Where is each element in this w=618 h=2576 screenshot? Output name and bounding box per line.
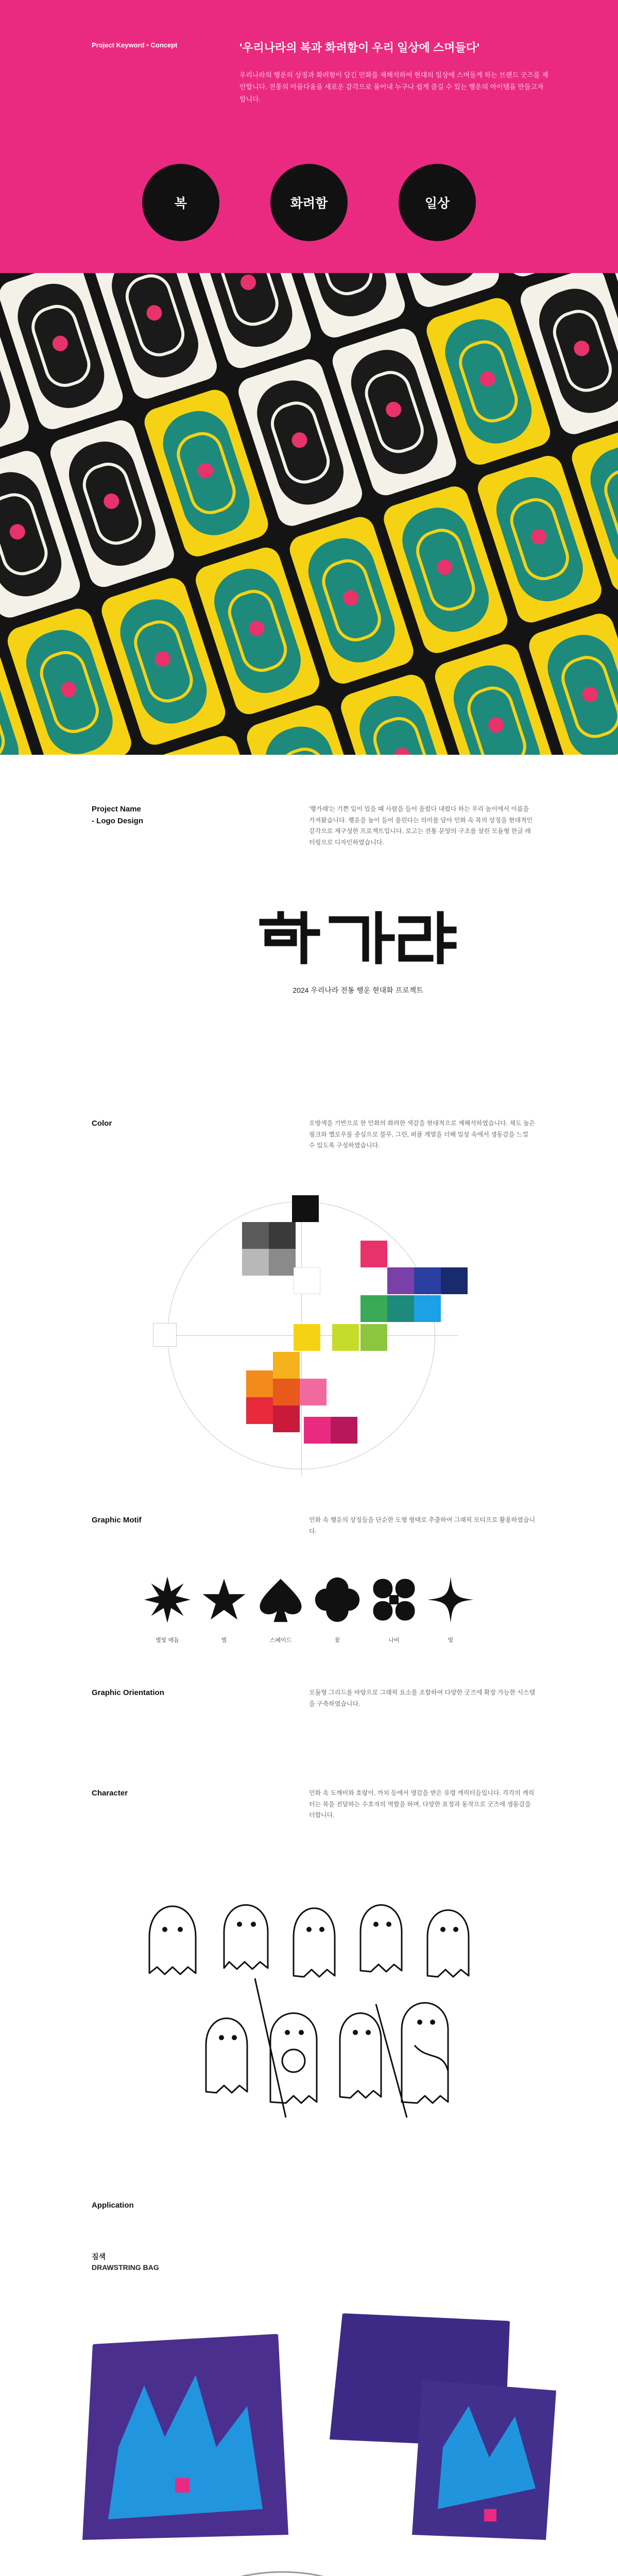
- orientation-section-label: Graphic Orientation: [92, 1688, 164, 1697]
- logo-subtitle: 2024 우리나라 전통 행운 현대화 프로젝트: [293, 986, 423, 994]
- color-swatch: [360, 1324, 387, 1351]
- white-bags-icon: [62, 2555, 556, 2576]
- purple-bag-photo: [62, 2293, 556, 2550]
- color-swatch: [441, 1267, 468, 1294]
- motif-label: 빛: [448, 1637, 454, 1643]
- color-swatch: [269, 1222, 296, 1249]
- motif-star-icon: [198, 1577, 250, 1625]
- name-label-line2: - Logo Design: [92, 816, 143, 825]
- color-swatch: [242, 1222, 269, 1249]
- motif-section-label: Graphic Motif: [92, 1516, 142, 1524]
- card-collage: [0, 273, 618, 755]
- color-swatch: [294, 1324, 320, 1351]
- motif-sparkle-icon: [425, 1577, 476, 1625]
- color-swatch: [304, 1417, 331, 1444]
- color-swatch: [273, 1379, 300, 1405]
- color-swatch: [246, 1397, 273, 1424]
- hero-description: 우리나라의 행운의 상징과 화려함이 담긴 민화를 재해석하여 현대의 일상에 스며들게 하는 브랜드 굿즈를 제안합니다. 전통의 아름다움을 새로운 감각으로 풀어내 누구나 쉽게 즐길 수 있는 행운의 아이템을 만들고자 합니다.: [239, 71, 548, 103]
- motif-label: 별: [221, 1637, 227, 1643]
- application-label: Application: [92, 2201, 134, 2210]
- motif-label: 별빛 매듭: [156, 1637, 179, 1643]
- character-section-label: Character: [92, 1789, 128, 1798]
- color-swatch: [246, 1370, 273, 1397]
- color-swatch: [360, 1295, 387, 1322]
- motif-flower-icon: [312, 1577, 363, 1625]
- logo-lettering-icon: [258, 909, 458, 966]
- motif-butterfly-icon: [368, 1577, 420, 1625]
- project-logo: [258, 909, 458, 966]
- color-swatch: [414, 1295, 441, 1322]
- hero-label: Project Keyword • Concept: [92, 41, 178, 49]
- color-swatch: [242, 1249, 269, 1276]
- character-illustration: [139, 1875, 479, 2164]
- color-swatch: [331, 1417, 357, 1444]
- motif-label: 꽃: [334, 1637, 340, 1643]
- keyword-circle-2: 화려함: [270, 164, 348, 241]
- character-description: 민화 속 도깨비와 호랑이, 까치 등에서 영감을 받은 유령 캐릭터들입니다. 각각의 캐릭터는 복을 전달하는 수호자의 역할을 하며, 다양한 표정과 동작으로 굿즈에 생동감을 더합니다.: [309, 1789, 535, 1819]
- color-swatch: [332, 1324, 359, 1351]
- color-swatch: [360, 1241, 387, 1267]
- color-description: 오방색을 기반으로 한 민화의 화려한 색감을 현대적으로 재해석하였습니다. 채도 높은 핑크와 옐로우를 중심으로 블루, 그린, 퍼플 계열을 더해 일상 속에서 생동감을 느낄 수 있도록 구성하였습니다.: [309, 1120, 536, 1149]
- motif-description: 민화 속 행운의 상징들을 단순한 도형 형태로 추출하여 그래픽 모티프로 활용하였습니다.: [309, 1516, 536, 1535]
- color-swatch: [273, 1405, 300, 1432]
- color-swatch: [387, 1267, 414, 1294]
- hero-quote: '우리나라의 복과 화려함이 우리 일상에 스며들다': [239, 41, 480, 54]
- motif-spade-icon: [255, 1577, 306, 1625]
- name-section-label: [92, 804, 143, 827]
- color-section-label: Color: [92, 1119, 112, 1128]
- color-swatch: [269, 1249, 296, 1276]
- name-label-line1: Project Name: [92, 805, 141, 814]
- color-swatch: [300, 1379, 327, 1405]
- color-swatch: [414, 1267, 441, 1294]
- white-bag-photo: [62, 2555, 556, 2576]
- motif-burst-icon: [142, 1577, 193, 1625]
- color-swatch: [153, 1323, 177, 1347]
- color-swatch: [292, 1195, 319, 1222]
- purple-bags-icon: [62, 2293, 556, 2550]
- bag-label-line1: 짐색: [92, 2252, 106, 2261]
- color-swatch: [387, 1295, 414, 1322]
- color-swatch: [273, 1352, 300, 1379]
- motif-label: 나비: [388, 1637, 400, 1643]
- name-description: '행가래'는 기쁜 일이 있을 때 사람을 들어 올렸다 내렸다 하는 우리 놀이에서 이름을 가져왔습니다. 행운을 높이 들어 올린다는 의미를 담아 민화 속 복의 상징을 현대적인 감각으로 재구성한 프로젝트입니다. 로고는 전통 문양의 구조를 살린 모듈형 한글 레터링으로 디자인하였습니다.: [309, 805, 533, 846]
- card-grid: [0, 273, 618, 755]
- orientation-description: 모듈형 그리드를 바탕으로 그래픽 요소를 조합하여 다양한 굿즈에 확장 가능한 시스템을 구축하였습니다.: [309, 1689, 536, 1707]
- bag-label-line2: DRAWSTRING BAG: [92, 2263, 159, 2272]
- ghost-characters-icon: [139, 1875, 479, 2164]
- color-swatch: [294, 1267, 320, 1294]
- bag-label: [92, 2251, 159, 2273]
- motif-label: 스페이드: [269, 1637, 292, 1643]
- keyword-circle-3: 일상: [399, 164, 476, 241]
- keyword-circle-1: 복: [142, 164, 219, 241]
